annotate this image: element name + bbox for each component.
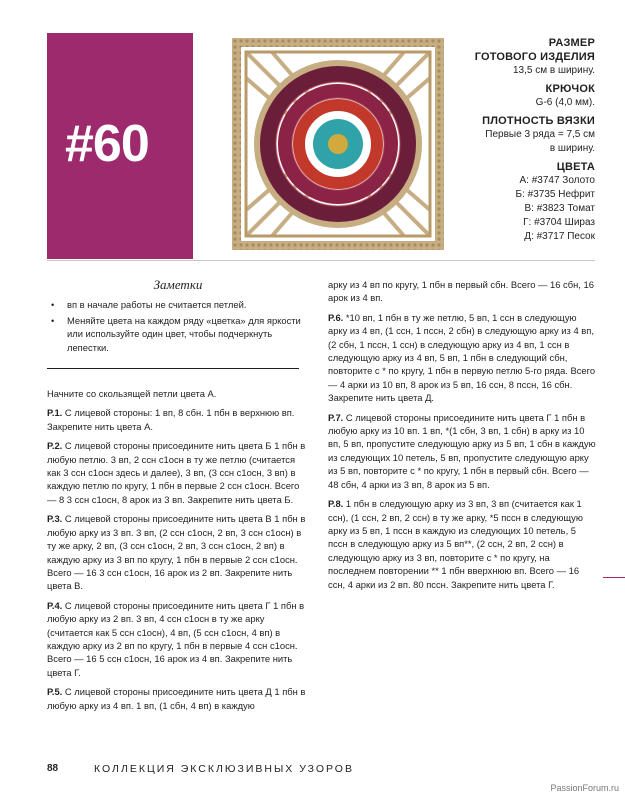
row-instruction [47, 685, 309, 712]
row-instruction [47, 512, 309, 592]
row-text: С лицевой стороны присоедините нить цвета Б 1 пбн в любую петлю. 3 вп, 2 ссн с1осн в ту же петлю (считается как 3 ссн с1осн здесь и далее), 3 вп, (3 ссн с1осн, 3 вп) в каждую петлю по кругу, 1 пбн в первые 2 ссн с1осн. Всего — 8 3 ссн с1осн, 8 арок из 3 вп. Закрепите нить цвета Б. [47, 440, 306, 505]
row-label: Р.5. [47, 686, 63, 698]
notes-item: • Меняйте цвета на каждом ряду «цветка» для яркости или используйте один цвет, чтобы подчеркнуть лепестки. [67, 314, 309, 354]
row-instruction [328, 497, 596, 591]
row-instruction [47, 439, 309, 506]
specs-panel [405, 32, 595, 244]
row-instruction [328, 411, 596, 491]
book-title: КОЛЛЕКЦИЯ ЭКСКЛЮЗИВНЫХ УЗОРОВ [94, 763, 354, 775]
row-text: С лицевой стороны: 1 вп, 8 сбн. 1 пбн в верхнюю вп. Закрепите нить цвета А. [47, 407, 295, 432]
row-label: Р.7. [328, 411, 344, 423]
row-instruction [47, 406, 309, 433]
header-divider [47, 260, 595, 261]
spec-size-value: 13,5 см в ширину. [512, 65, 595, 76]
spec-colors-heading: ЦВЕТА [556, 161, 595, 173]
spec-hook-heading: КРЮЧОК [545, 83, 595, 95]
row-label: Р.1. [47, 407, 63, 419]
row-text: *10 вп, 1 пбн в ту же петлю, 5 вп, 1 ссн в следующую арку из 4 вп, (1 ссн, 1 пссн, 2 сбн) в следующую арку из 4 вп, (2 сбн, 1 пссн, 1 ссн) в следующую арку из 4 вп, 1 ссн в следующую арку из 4 вп, 5 вп, 1 пбн в следующий сбн, повторите с * по кругу, 1 пбн в первую петлю 5-го ряда. Всего — 4 арки из 10 вп, 8 арок из 5 вп, 16 ссн, 8 пссн, 16 сбн. Закрепите нить цвета Д. [328, 311, 596, 404]
spec-hook [405, 82, 595, 110]
left-column [47, 278, 309, 718]
row-label: Р.4. [47, 599, 63, 611]
notes-divider [47, 368, 299, 369]
row-label: Р.2. [47, 440, 63, 452]
spec-gauge-value: Первые 3 ряда = 7,5 см в ширину. [485, 129, 595, 154]
spec-size [405, 36, 595, 78]
spec-gauge [405, 114, 595, 156]
notes-item: • вп в начале работы не считается петлей. [67, 298, 309, 311]
spec-colors [405, 160, 595, 244]
notes-title: Заметки [153, 277, 203, 292]
row-label: Р.3. [47, 513, 63, 525]
row-instruction [328, 278, 596, 305]
row-instruction [328, 311, 596, 405]
spec-size-heading: РАЗМЕР ГОТОВОГО ИЗДЕЛИЯ [474, 37, 595, 63]
row-instruction [47, 599, 309, 679]
row-text: 1 пбн в следующую арку из 3 вп, 3 вп (считается как 1 ссн), (1 ссн, 2 вп, 2 ссн) в ту же арку, *5 пссн в следующую арку из 5 вп, 1 пссн в каждую из следующих 10 петель, 5 пссн в следующую арку из 5 вп**, (2 ссн, 2 вп, 2 ссн) в следующую арку из 3 вп, повторите с * по кругу, на последнем повторении ** 1 пбн вверхнюю вп. Всего — 16 ссн, 4 арки из 2 вп. 80 пссн. Закрепите нить цвета Г. [328, 498, 583, 590]
edge-accent-mark [603, 577, 625, 578]
notes-list [47, 298, 309, 354]
spec-colors-value: А: #3747 Золото Б: #3735 Нефрит В: #3823 Томат Г: #3704 Шираз Д: #3717 Песок [515, 175, 595, 242]
row-text: С лицевой стороны присоедините нить цвета Г 1 пбн в любую арку из 2 вп. 3 вп, 4 ссн с1осн в ту же арку (считается как 5 ссн с1осн), 4 вп, (5 ссн с1осн, 4 вп) в каждую арку из 2 вп по кругу, 1 пбн в первые 4 ссн с1осн. Всего — 16 5 ссн с1осн, 16 арок из 4 вп. Закрепите нить цвета Г. [47, 599, 305, 678]
spec-gauge-heading: ПЛОТНОСТЬ ВЯЗКИ [482, 115, 595, 127]
spec-hook-value: G-6 (4,0 мм). [535, 97, 595, 108]
intro-text: Начните со скользящей петли цвета А. [47, 388, 217, 400]
row-text: арку из 4 вп по кругу, 1 пбн в первый сбн. Всего — 16 сбн, 16 арок из 4 вп. [328, 279, 594, 304]
row-text: С лицевой стороны присоедините нить цвета В 1 пбн в любую арку из 3 вп. 3 вп, (2 ссн с1осн, 2 вп, 3 ссн с1осн) в ту же арку, 2 вп, (3 ссн с1осн, 2 вп, 3 ссн с1осн, 2 вп) в каждую арку из 3 вп по кругу, 1 пбн в первые 2 ссн с1осн. Всего — 16 3 ссн с1осн, 16 арок из 2 вп. Закрепите нить цвета В. [47, 513, 306, 592]
pattern-number-block [47, 33, 193, 259]
page-number: 88 [47, 763, 59, 774]
watermark: PassionForum.ru [550, 783, 619, 793]
row-text: С лицевой стороны присоедините нить цвета Д 1 пбн в любую арку из 4 вп. 1 вп, (1 сбн, 4 вп) в каждую [47, 686, 306, 711]
row-label: Р.8. [328, 498, 344, 510]
row-text: С лицевой стороны присоедините нить цвета Г 1 пбн в любую арку из 10 вп. 1 вп, *(1 сбн, 3 вп, 1 сбн) в арку из 10 вп, 5 вп, пропустите следующую арку из 5 вп, 1 сбн в каждую из следующих 10 петель, 5 вп, пропустите следующую арку из 5 вп, повторите с * по кругу, 1 пбн в первый сбн. Всего — 48 сбн, 4 арки из 3 вп, 8 арок из 5 вп. [328, 411, 596, 490]
right-column [328, 278, 596, 597]
row-label: Р.6. [328, 311, 344, 323]
pattern-number: #60 [65, 115, 149, 173]
